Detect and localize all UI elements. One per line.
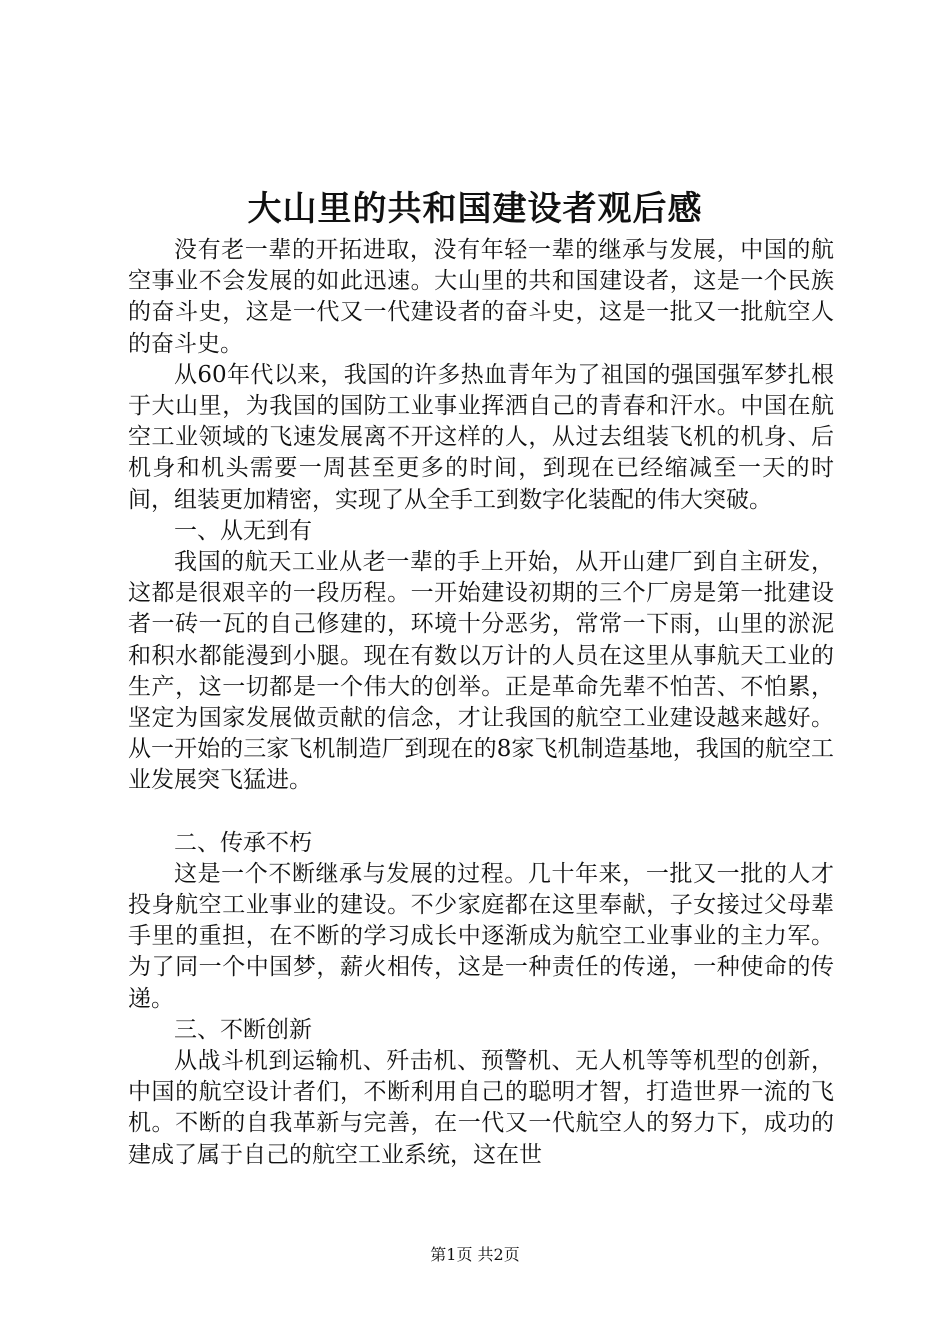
document-body — [128, 235, 834, 1171]
paragraph-section-3: 从战斗机到运输机、歼击机、预警机、无人机等等机型的创新，中国的航空设计者们，不断利用自己的聪明才智，打造世界一流的飞机。不断的自我革新与完善，在一代又一代航空人的努力下，成功的建成了属于自己的航空工业系统，这在世 — [128, 1048, 834, 1168]
page-footer: 第1页 共2页 — [430, 1245, 520, 1264]
paragraph-intro: 没有老一辈的开拓进取，没有年轻一辈的继承与发展，中国的航空事业不会发展的如此迅速。大山里的共和国建设者，这是一个民族的奋斗史，这是一代又一代建设者的奋斗史，这是一批又一批航空人的奋斗史。 — [128, 237, 834, 357]
paragraph-section-1: 我国的航天工业从老一辈的手上开始，从开山建厂到自主研发，这都是很艰辛的一段历程。一开始建设初期的三个厂房是第一批建设者一砖一瓦的自己修建的，环境十分恶劣，常常一下雨，山里的淤泥和积水都能漫到小腿。现在有数以万计的人员在这里从事航天工业的生产，这一切都是一个伟大的创举。正是革命先辈不怕苦、不怕累，坚定为国家发展做贡献的信念，才让我国的航空工业建设越来越好。从一开始的三家飞机制造厂到现在的8家飞机制造基地，我国的航空工业发展突飞猛进。 — [128, 549, 834, 794]
section-heading-3: 三、不断创新 — [174, 1016, 312, 1043]
document-title: 大山里的共和国建设者观后感 — [247, 189, 703, 229]
paragraph-section-2: 这是一个不断继承与发展的过程。几十年来，一批又一批的人才投身航空工业事业的建设。不少家庭都在这里奉献，子女接过父母辈手里的重担，在不断的学习成长中逐渐成为航空工业事业的主力军。为了同一个中国梦，薪火相传，这是一种责任的传递，一种使命的传递。 — [128, 860, 834, 1012]
section-heading-2: 二、传承不朽 — [174, 829, 312, 856]
section-heading-1: 一、从无到有 — [174, 517, 312, 544]
blank-line — [128, 797, 834, 828]
paragraph-background: 从60年代以来，我国的许多热血青年为了祖国的强国强军梦扎根于大山里，为我国的国防工业事业挥洒自己的青春和汗水。中国在航空工业领域的飞速发展离不开这样的人，从过去组装飞机的机身、后机身和机头需要一周甚至更多的时间，到现在已经缩减至一天的时间，组装更加精密，实现了从全手工到数字化装配的伟大突破。 — [128, 361, 834, 513]
